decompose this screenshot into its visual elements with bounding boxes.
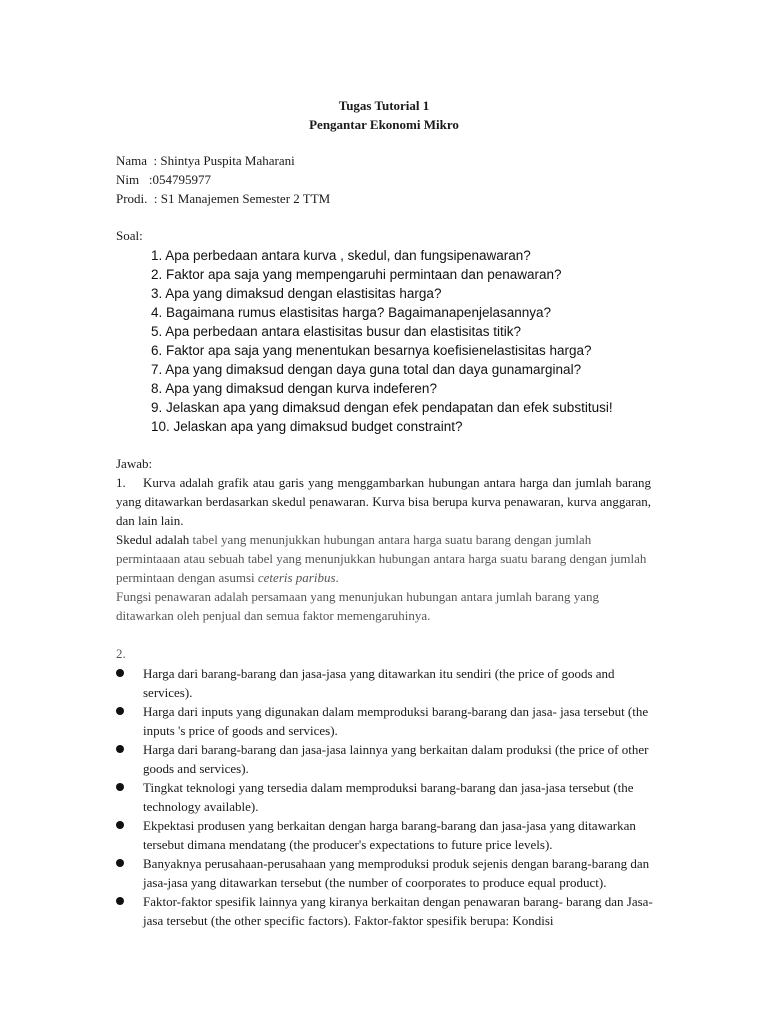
bullet-dot-icon	[116, 669, 124, 677]
bullet-text: Banyaknya perusahaan-perusahaan yang memproduksi produk sejenis dengan barang-barang dan jasa-jasa yang ditawarkan tersebut (the number of coorporates to produce equal product).	[143, 856, 650, 890]
document-title: Tugas Tutorial 1	[338, 98, 430, 113]
bullet-item	[116, 664, 656, 702]
question-list	[151, 246, 613, 436]
question-item: 10. Jelaskan apa yang dimaksud budget constraint?	[151, 419, 463, 434]
question-item: 6. Faktor apa saja yang menentukan besarnya koefisienelastisitas harga?	[151, 343, 592, 358]
document-subtitle: Pengantar Ekonomi Mikro	[309, 117, 459, 132]
answer-1-number: 1.	[116, 475, 126, 490]
skedul-end: .	[335, 570, 339, 585]
question-item: 2. Faktor apa saja yang mempengaruhi permintaan dan penawaran?	[151, 267, 562, 282]
bullet-text: Harga dari inputs yang digunakan dalam memproduksi barang-barang dan jasa- jasa tersebut (the inputs 's price of goods and services).	[143, 704, 649, 738]
question-item: 3. Apa yang dimaksud dengan elastisitas harga?	[151, 286, 442, 301]
bullet-text: Tingkat teknologi yang tersedia dalam memproduksi barang-barang dan jasa-jasa tersebut (the technology available).	[143, 780, 634, 814]
bullet-dot-icon	[116, 707, 124, 715]
identity-nama: Nama : Shintya Puspita Maharani	[116, 153, 295, 168]
bullet-dot-icon	[116, 745, 124, 753]
bullet-item	[116, 892, 656, 930]
answer-1-paragraph	[116, 473, 651, 530]
bullet-item	[116, 740, 656, 778]
answer-1-text: Kurva adalah grafik atau garis yang menggambarkan hubungan antara harga dan jumlah barang yang ditawarkan berdasarkan skedul penawaran. Kurva bisa berupa kurva penawaran, kurva anggaran, dan lain lain.	[116, 475, 651, 528]
soal-label: Soal:	[116, 228, 143, 243]
identity-prodi: Prodi. : S1 Manajemen Semester 2 TTM	[116, 191, 331, 206]
document-header	[0, 96, 768, 134]
question-item: 4. Bagaimana rumus elastisitas harga? Bagaimanapenjelasannya?	[151, 305, 552, 320]
question-item: 1. Apa perbedaan antara kurva , skedul, dan fungsipenawaran?	[151, 248, 531, 263]
skedul-definition: tabel yang menunjukkan hubungan antara harga suatu barang dengan jumlah permintaaan atau sebuah tabel yang menunjukkan hubungan antara harga suatu barang dengan jumlah permintaan dengan asumsi	[116, 532, 647, 585]
question-item: 5. Apa perbedaan antara elastisitas busur dan elastisitas titik?	[151, 324, 521, 339]
answer-2-number: 2.	[116, 646, 126, 661]
bullet-item	[116, 702, 656, 740]
bullet-item	[116, 854, 656, 892]
bullet-item	[116, 816, 656, 854]
answer-2-bullet-list	[116, 664, 656, 930]
bullet-text: Ekpektasi produsen yang berkaitan dengan harga barang-barang dan jasa-jasa yang ditawarkan tersebut dimana mendatang (the producer's expectations to future price levels).	[143, 818, 636, 852]
identity-nim: Nim :054795977	[116, 172, 211, 187]
jawab-label: Jawab:	[116, 456, 153, 471]
fungsi-definition: Fungsi penawaran adalah persamaan yang menunjukan hubungan antara jumlah barang yang ditawarkan oleh penjual dan semua faktor memengaruhinya.	[116, 589, 599, 623]
bullet-dot-icon	[116, 821, 124, 829]
bullet-dot-icon	[116, 897, 124, 905]
skedul-lead: Skedul adalah	[116, 532, 190, 547]
bullet-text: Faktor-faktor spesifik lainnya yang kiranya berkaitan dengan penawaran barang- barang dan Jasa-jasa tersebut (the other specific factors). Faktor-faktor spesifik berupa: Kondisi	[143, 894, 653, 928]
student-identity	[116, 151, 330, 208]
bullet-dot-icon	[116, 859, 124, 867]
bullet-text: Harga dari barang-barang dan jasa-jasa yang ditawarkan itu sendiri (the price of goods and services).	[143, 666, 615, 700]
bullet-dot-icon	[116, 783, 124, 791]
bullet-text: Harga dari barang-barang dan jasa-jasa lainnya yang berkaitan dalam produksi (the price of other goods and services).	[143, 742, 649, 776]
skedul-italic-term: ceteris paribus	[257, 570, 336, 585]
question-item: 7. Apa yang dimaksud dengan daya guna total dan daya gunamarginal?	[151, 362, 582, 377]
question-item: 8. Apa yang dimaksud dengan kurva indeferen?	[151, 381, 437, 396]
bullet-item	[116, 778, 656, 816]
answer-1-skedul	[116, 530, 651, 625]
question-item: 9. Jelaskan apa yang dimaksud dengan efek pendapatan dan efek substitusi!	[151, 400, 613, 415]
